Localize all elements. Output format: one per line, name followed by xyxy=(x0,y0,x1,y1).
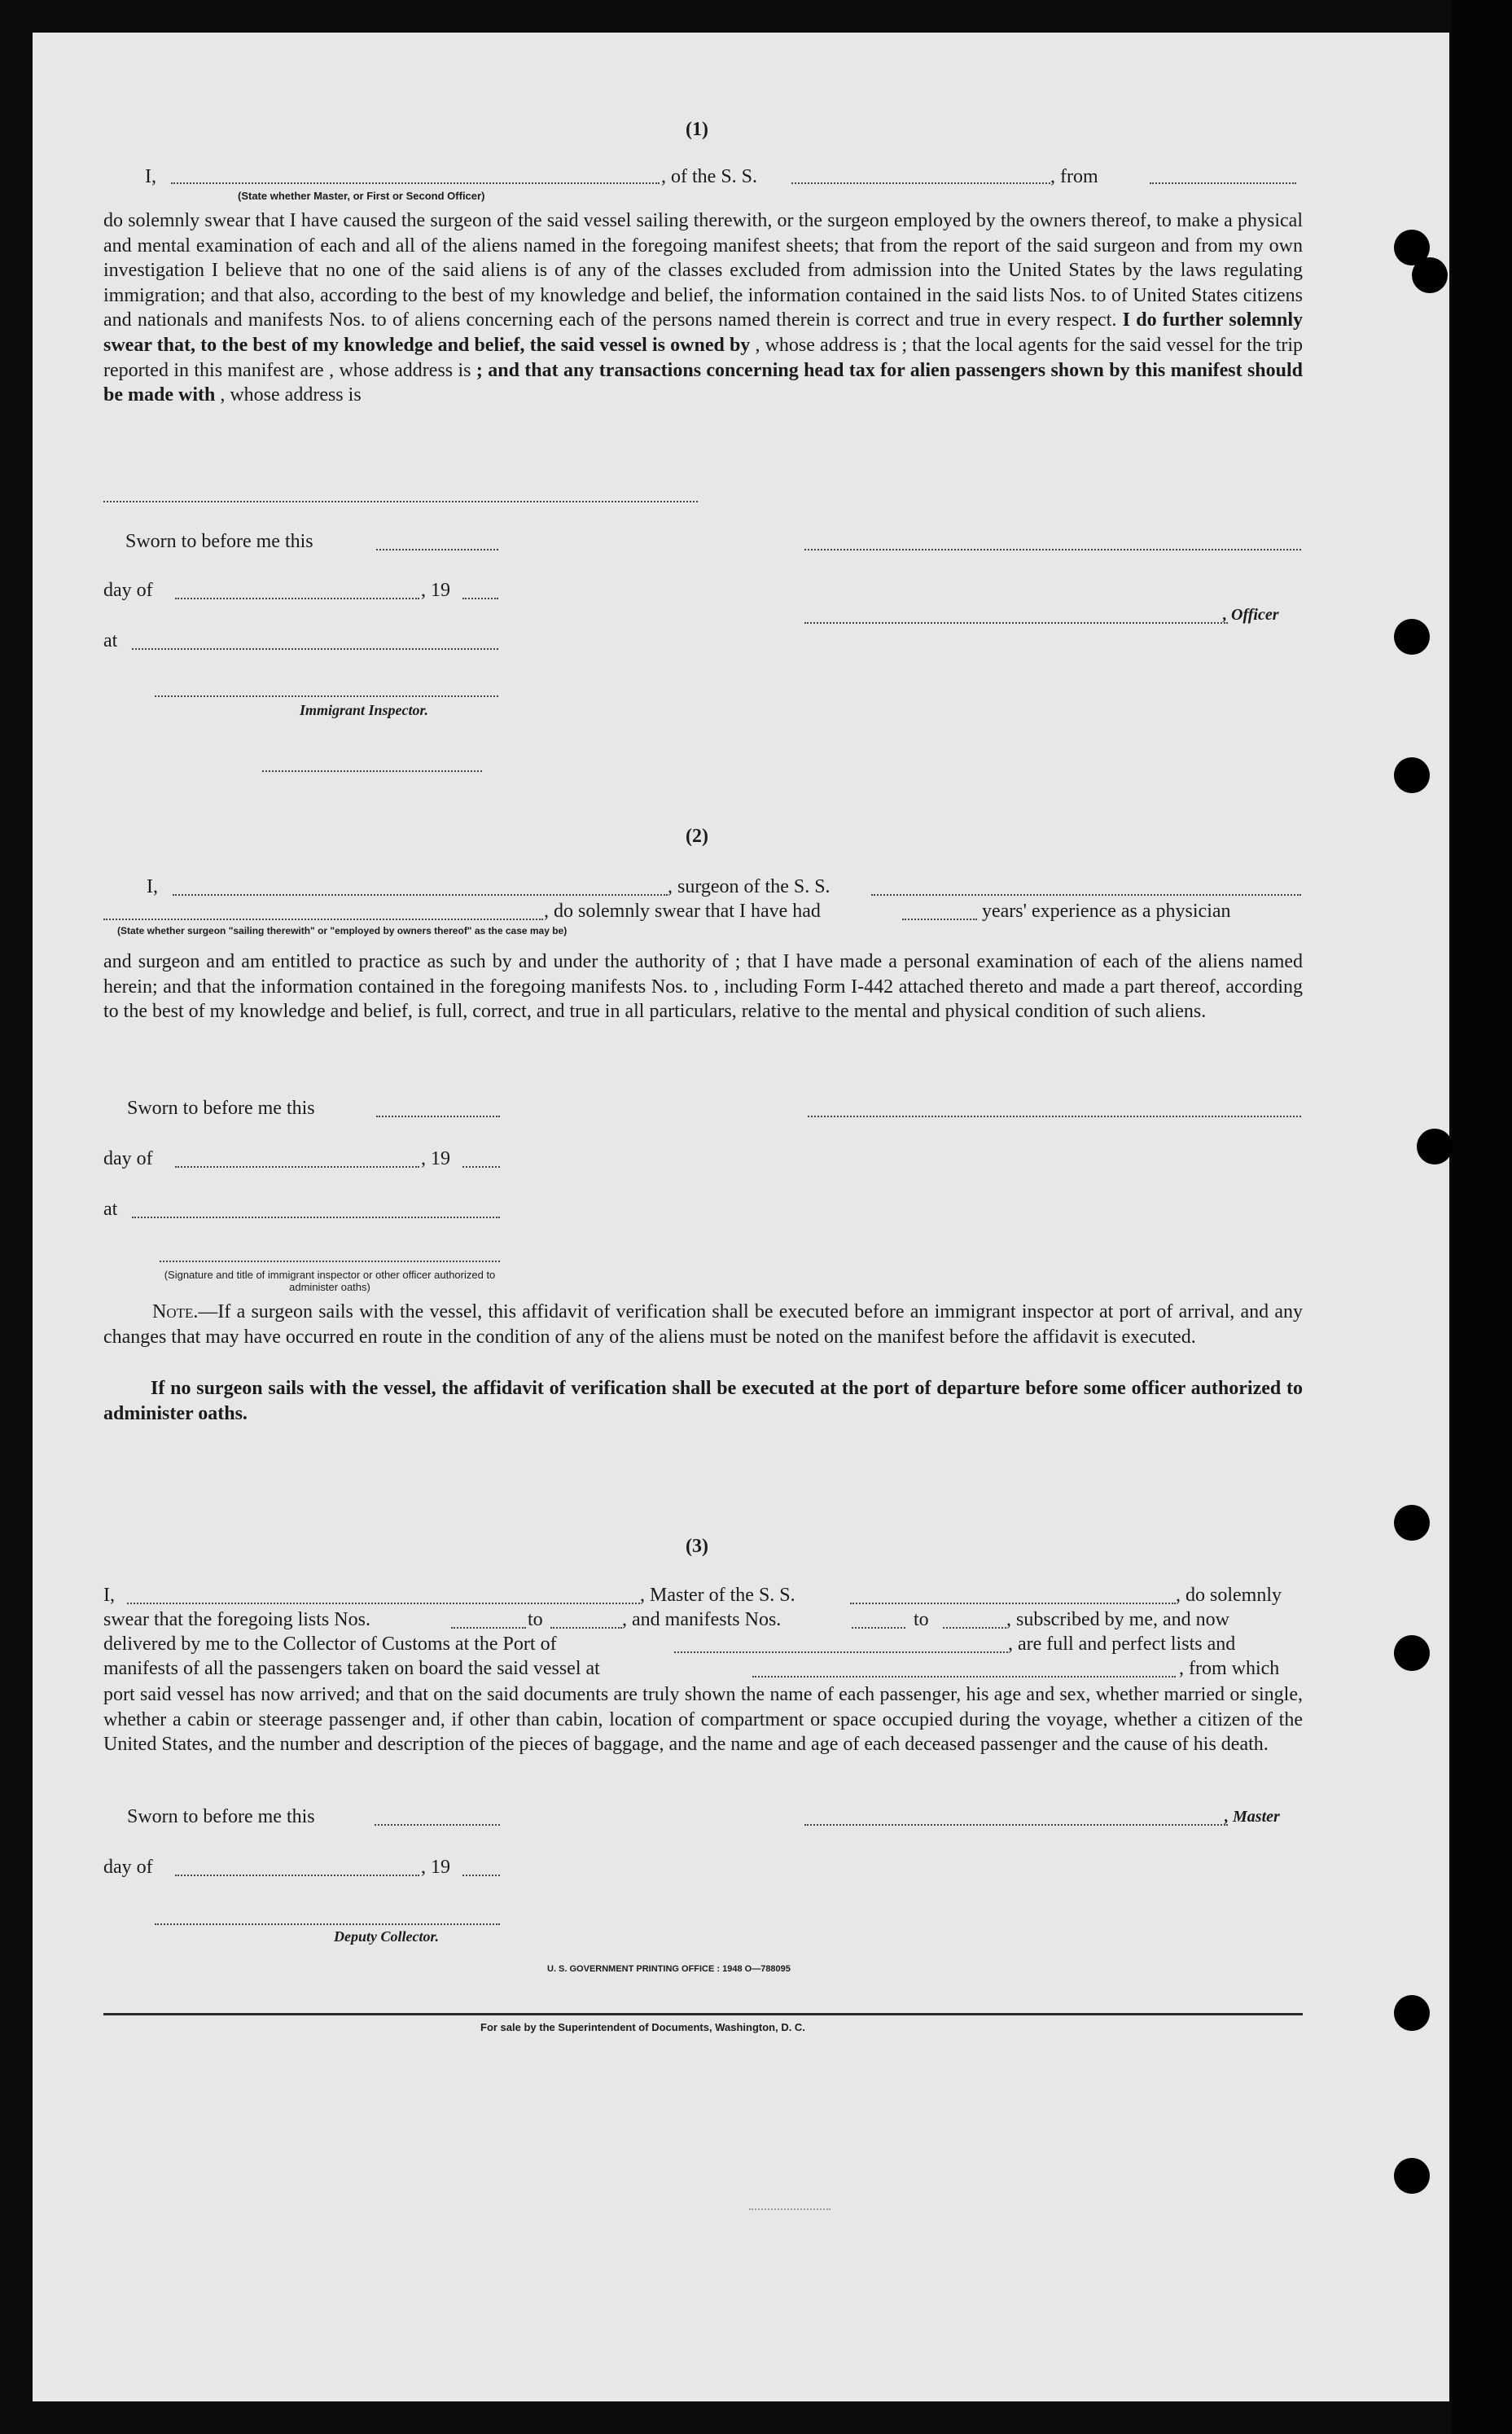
section3-dayof: day of xyxy=(103,1857,153,1878)
surgeon-vessel-field[interactable] xyxy=(871,894,1301,896)
note-text: —If a surgeon sails with the vessel, this affidavit of verification shall be executed before an immigrant inspector at port of arrival, and any changes that may have occurred en route in the condition of any of the aliens must be noted on the manifest before the affidavit is executed. xyxy=(103,1301,1303,1348)
s3-manifests-from-field[interactable] xyxy=(852,1627,905,1629)
head-tax-address-field[interactable] xyxy=(103,501,698,502)
s3-master-name-field[interactable] xyxy=(127,1603,640,1604)
section2-surgeon-note: (State whether surgeon "sailing therewith" or "employed by owners thereof" as the case may be) xyxy=(117,925,568,936)
section3-and-manifests: , and manifests Nos. xyxy=(622,1609,782,1630)
footer-rule xyxy=(103,2013,1303,2015)
section3-sworn: Sworn to before me this xyxy=(127,1806,315,1827)
from-port-field[interactable] xyxy=(1150,182,1296,184)
s3-master-signature-field[interactable] xyxy=(804,1824,1228,1826)
surgeon-type-field[interactable] xyxy=(103,919,543,920)
inspector-label: Immigrant Inspector. xyxy=(300,702,429,718)
section1-body6: ; and that any transactions concerning head tax for alien passengers shown by this manifest should be made with xyxy=(103,359,1304,406)
s2-sworn-date-field[interactable] xyxy=(376,1116,500,1117)
punch-hole xyxy=(1394,1505,1430,1541)
section1-dayof: day of xyxy=(103,580,153,601)
section2-body3: , including Form I-442 attached thereto and made a part thereof, according to the best of my knowledge and belief, is full, correct, and true in all particulars, relative to the mental and physical condition of such aliens. xyxy=(103,976,1304,1023)
section3-heading: (3) xyxy=(686,1536,708,1557)
section3-to2: to xyxy=(914,1609,929,1630)
s2-year-field[interactable] xyxy=(462,1166,500,1168)
s3-boarding-place-field[interactable] xyxy=(752,1676,1176,1677)
inspector-signature-field[interactable] xyxy=(155,695,498,697)
section1-sworn: Sworn to before me this xyxy=(125,531,313,552)
at-place-field[interactable] xyxy=(132,648,498,650)
section2-I: I, xyxy=(147,876,158,897)
punch-hole xyxy=(1394,1635,1430,1671)
section3-subscribed: , subscribed by me, and now xyxy=(1006,1609,1229,1630)
section1-body3: of aliens concerning each of the persons named therein is correct and true in every respect. xyxy=(392,309,1117,331)
section2-dayof: day of xyxy=(103,1148,153,1169)
section1-whose-address: , whose address is xyxy=(755,334,897,356)
s3-port-field[interactable] xyxy=(674,1651,1008,1653)
punch-hole xyxy=(1394,2158,1430,2194)
punch-hole xyxy=(1394,757,1430,793)
years-field[interactable] xyxy=(902,919,977,920)
vessel-name-field[interactable] xyxy=(791,182,1050,184)
master-name-field[interactable] xyxy=(171,182,660,184)
s3-day-of-field[interactable] xyxy=(175,1875,419,1876)
section2-note xyxy=(103,1300,1303,1349)
section1-heading: (1) xyxy=(686,119,708,140)
section1-body7: , whose address is xyxy=(220,384,362,406)
s3-vessel-field[interactable] xyxy=(850,1603,1176,1604)
section2-note2: If no surgeon sails with the vessel, the affidavit of verification shall be executed at the port of departure before some officer authorized to administer oaths. xyxy=(103,1378,1303,1424)
section1-at: at xyxy=(103,630,118,651)
section3-do-solemnly: , do solemnly xyxy=(1176,1585,1282,1606)
section3-body3: manifests of all the passengers taken on board the said vessel at xyxy=(103,1658,600,1679)
section2-body2: that I have made a personal examination of each of the aliens named herein; and that the information contained in the foregoing manifests Nos. xyxy=(103,951,1304,998)
s3-manifests-to-field[interactable] xyxy=(943,1627,1006,1629)
section1-to2: to xyxy=(370,309,387,331)
officer-label: , Officer xyxy=(1223,606,1279,624)
section3-master-of: , Master of the S. S. xyxy=(640,1585,795,1606)
gpo-imprint: U. S. GOVERNMENT PRINTING OFFICE : 1948 O—788095 xyxy=(547,1964,791,1974)
section1-to1: to xyxy=(1090,284,1107,306)
section1-from: , from xyxy=(1050,166,1098,187)
section1-body5: whose address is xyxy=(339,359,471,381)
s2-inspector-signature-field[interactable] xyxy=(160,1261,500,1262)
section2-sig-note: (Signature and title of immigrant inspector or other officer authorized to administer oaths) xyxy=(164,1269,496,1293)
surgeon-name-field[interactable] xyxy=(173,894,668,896)
stray-dots xyxy=(749,2208,831,2210)
deputy-label: Deputy Collector. xyxy=(334,1928,439,1945)
for-sale-note: For sale by the Superintendent of Documents, Washington, D. C. xyxy=(480,2021,805,2033)
section3-from-which: , from which xyxy=(1179,1658,1280,1679)
master-label: , Master xyxy=(1225,1808,1280,1826)
day-of-field[interactable] xyxy=(175,598,419,599)
section1-19: , 19 xyxy=(421,580,450,601)
section3-full-perfect: , are full and perfect lists and xyxy=(1008,1634,1236,1655)
s2-at-place-field[interactable] xyxy=(132,1217,500,1218)
section3-I: I, xyxy=(103,1585,115,1606)
s3-lists-from-field[interactable] xyxy=(451,1627,526,1629)
surgeon-signature-field[interactable] xyxy=(808,1116,1301,1117)
year-field[interactable] xyxy=(462,598,498,599)
section1-I: I, xyxy=(145,166,156,187)
officer-name-field[interactable] xyxy=(804,622,1228,624)
s3-lists-to-field[interactable] xyxy=(550,1627,622,1629)
note-label: Note. xyxy=(152,1301,199,1322)
section2-to: to xyxy=(693,976,708,998)
section2-surgeon-of: , surgeon of the S. S. xyxy=(668,876,831,897)
section2-do-swear: , do solemnly swear that I have had xyxy=(544,901,821,922)
section2-19: , 19 xyxy=(421,1148,450,1169)
stray-dots xyxy=(262,770,482,772)
s3-year-field[interactable] xyxy=(462,1875,500,1876)
punch-hole xyxy=(1417,1129,1453,1164)
section3-19: , 19 xyxy=(421,1857,450,1878)
punch-hole xyxy=(1394,619,1430,655)
section3-to1: to xyxy=(528,1609,543,1630)
section2-sworn: Sworn to before me this xyxy=(127,1098,315,1119)
s2-day-of-field[interactable] xyxy=(175,1166,419,1168)
section2-at: at xyxy=(103,1199,118,1220)
section2-years: years' experience as a physician xyxy=(982,901,1231,922)
section1-of-ss: , of the S. S. xyxy=(661,166,758,187)
section1-body: do solemnly swear that I have caused the surgeon of the said vessel sailing therewith, or the surgeon employed by the owners thereof, to make a physical and mental examination of each and all of the aliens named in the foregoing manifest sheets; that from the report of the said surgeon and from my own investigation I believe that no one of the said aliens is of any of the classes excluded from admission into the United States by the laws regulating immigration; and that also, according to the best of my knowledge and belief, the information contained in the said lists Nos. to of United States citizens and nationals and manifests Nos. to of aliens concerning each of the persons named therein is correct and true in every respect. I do further solemnly swear that, to the best of my knowledge and belief, the said vessel is owned by , whose address is ; that the local agents for the said vessel for the trip reported in this manifest are , whose address is ; and that any transactions concerning head tax for alien passengers shown by this manifest should be made with , whose address is xyxy=(103,210,1304,406)
section2-body: and surgeon and am entitled to practice as such by and under the authority of ; that I have made a personal examination of each of the aliens named herein; and that the information contained in the foregoing manifests Nos. to , including Form I-442 attached thereto and made a part thereof, according to the best of my knowledge and belief, is full, correct, and true in all particulars, relative to the mental and physical condition of such aliens. xyxy=(103,951,1304,1023)
section2-heading: (2) xyxy=(686,826,708,847)
section2-body1: and surgeon and am entitled to practice as such by and under the authority of xyxy=(103,951,729,972)
section1-body4: that the local agents for the said vessel for the trip reported in this manifest are xyxy=(103,334,1304,381)
section3-body2: delivered by me to the Collector of Customs at the Port of xyxy=(103,1634,557,1655)
scan-border-right xyxy=(1452,0,1512,2434)
officer-signature-field[interactable] xyxy=(804,549,1301,550)
section3-body4: port said vessel has now arrived; and that on the said documents are truly shown the name of each passenger, his age and sex, whether married or single, whether a cabin or steerage passenger and, if other than cabin, location of compartment or space occupied during the voyage, whether a citizen of the United States, and the number and description of the pieces of baggage, and the name and age of each deceased passenger and the cause of his death. xyxy=(103,1684,1303,1756)
section1-body1: do solemnly swear that I have caused the surgeon of the said vessel sailing therewith, or the surgeon employed by the owners thereof, to make a physical and mental examination of each and all of the aliens named in the foregoing manifest sheets; that from the report of the said surgeon and from my own investigation I believe that no one of the said aliens is of any of the classes excluded from admission into the United States by the laws regulating immigration; and that also, according to the best of my knowledge and belief, the information contained in the said lists Nos. xyxy=(103,210,1303,306)
s3-sworn-date-field[interactable] xyxy=(375,1824,500,1826)
punch-hole xyxy=(1394,1995,1430,2031)
punch-hole xyxy=(1412,257,1448,293)
section1-officer-note: (State whether Master, or First or Second Officer) xyxy=(238,190,485,202)
sworn-date-field[interactable] xyxy=(376,549,498,550)
section1-body2: of United States citizens and nationals and manifests Nos. xyxy=(103,284,1303,331)
section1-body3b: I do further solemnly swear that, to the best of my knowledge and belief, the said vessel is owned by xyxy=(103,309,1304,356)
section3-body1: swear that the foregoing lists Nos. xyxy=(103,1609,370,1630)
deputy-signature-field[interactable] xyxy=(155,1923,500,1925)
